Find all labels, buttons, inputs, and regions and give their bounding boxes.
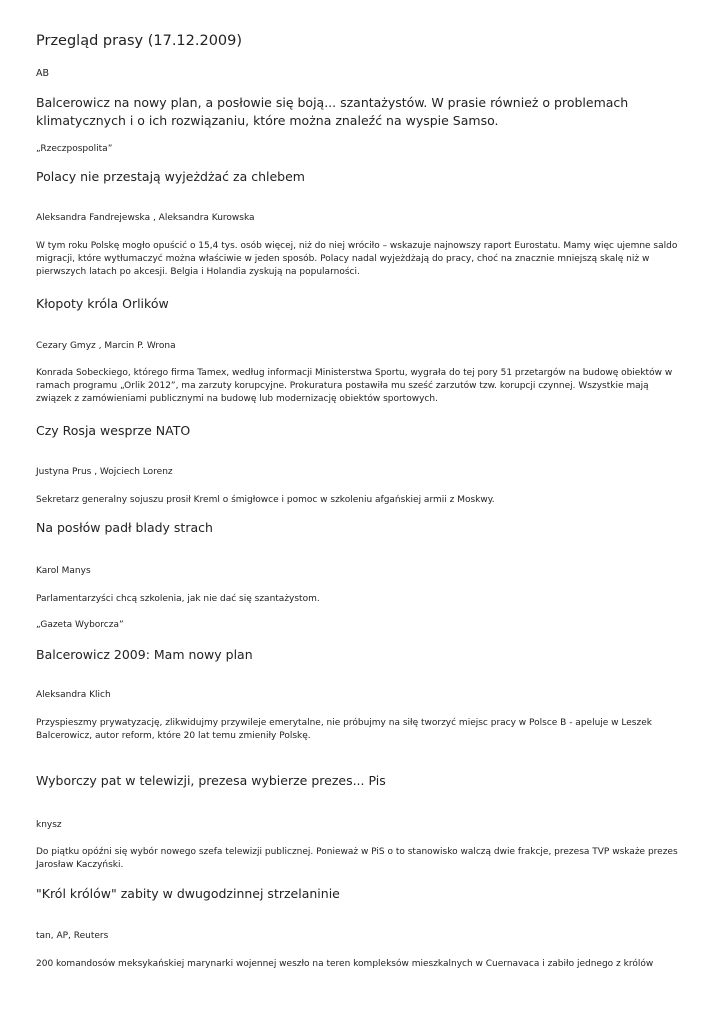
article-headline: Na posłów padł blady strach (36, 520, 213, 535)
article-body: Przyspieszmy prywatyzację, zlikwidujmy przywileje emerytalne, nie próbujmy na siłę tworzyć miejsc pracy w Polsce B - apeluje w Leszek Balcerowicz, autor reform, które 20 lat temu zmieniły Polskę. (36, 718, 652, 741)
article-headline: Kłopoty króla Orlików (36, 296, 169, 311)
lead-paragraph: Balcerowicz na nowy plan, a posłowie się boją... szantażystów. W prasie również o problemach klimatycznych i o ich rozwiązaniu, które można znaleźć na wyspie Samso. (36, 95, 629, 128)
article-byline: Justyna Prus , Wojciech Lorenz (36, 467, 173, 477)
page-title: Przegląd prasy (17.12.2009) (36, 33, 243, 49)
article-headline: Polacy nie przestają wyjeżdżać za chlebem (36, 169, 305, 184)
source-label-gazeta-wyborcza: „Gazeta Wyborcza” (36, 620, 124, 630)
article-body: Konrada Sobeckiego, którego firma Tamex, według informacji Ministerstwa Sportu, wygrała do tej pory 51 przetargów na budowę obiektów w ramach programu „Orlik 2012”, ma zarzuty korupcyjne. Prokuratura postawiła mu sześć zarzutów tzw. korupcji czynnej. Wszystkie mają związek z zamówieniami publicznymi na budowę lub modernizację obiektów sportowych. (36, 368, 673, 404)
article-headline: Czy Rosja wesprze NATO (36, 423, 191, 438)
article-headline: Wyborczy pat w telewizji, prezesa wybierze prezes... Pis (36, 773, 386, 788)
author: AB (36, 68, 50, 79)
article-body: Parlamentarzyści chcą szkolenia, jak nie dać się szantażystom. (36, 594, 320, 604)
article-body: Do piątku opóźni się wybór nowego szefa telewizji publicznej. Ponieważ w PiS o to stanowisko walczą dwie frakcje, prezesa TVP wskaże prezes Jarosław Kaczyński. (36, 847, 678, 870)
article-body: 200 komandosów meksykańskiej marynarki wojennej weszło na teren kompleksów mieszkalnych w Cuernavaca i zabiło jednego z królów (36, 959, 654, 969)
article-byline: Aleksandra Fandrejewska , Aleksandra Kurowska (36, 213, 255, 223)
article-byline: Aleksandra Klich (36, 690, 111, 700)
article-body: W tym roku Polskę mogło opuścić o 15,4 tys. osób więcej, niż do niej wróciło – wskazuje najnowszy raport Eurostatu. Mamy więc ujemne saldo migracji, które wytłumaczyć można właściwie w jeden sposób. Polacy nadal wyjeżdżają do pracy, choć na znacznie mniejszą skalę niż w pierwszych latach po akcesji. Belgia i Holandia zyskują na popularności. (36, 241, 678, 277)
article-headline: Balcerowicz 2009: Mam nowy plan (36, 647, 253, 662)
article-byline: tan, AP, Reuters (36, 931, 109, 941)
article-headline: "Król królów" zabity w dwugodzinnej strzelaninie (36, 886, 340, 901)
article-byline: Karol Manys (36, 566, 91, 576)
article-byline: Cezary Gmyz , Marcin P. Wrona (36, 341, 176, 351)
source-label-rzeczpospolita: „Rzeczpospolita” (36, 144, 113, 154)
article-body: Sekretarz generalny sojuszu prosił Kreml o śmigłowce i pomoc w szkoleniu afgańskiej armii z Moskwy. (36, 495, 495, 505)
article-byline: knysz (36, 820, 62, 830)
